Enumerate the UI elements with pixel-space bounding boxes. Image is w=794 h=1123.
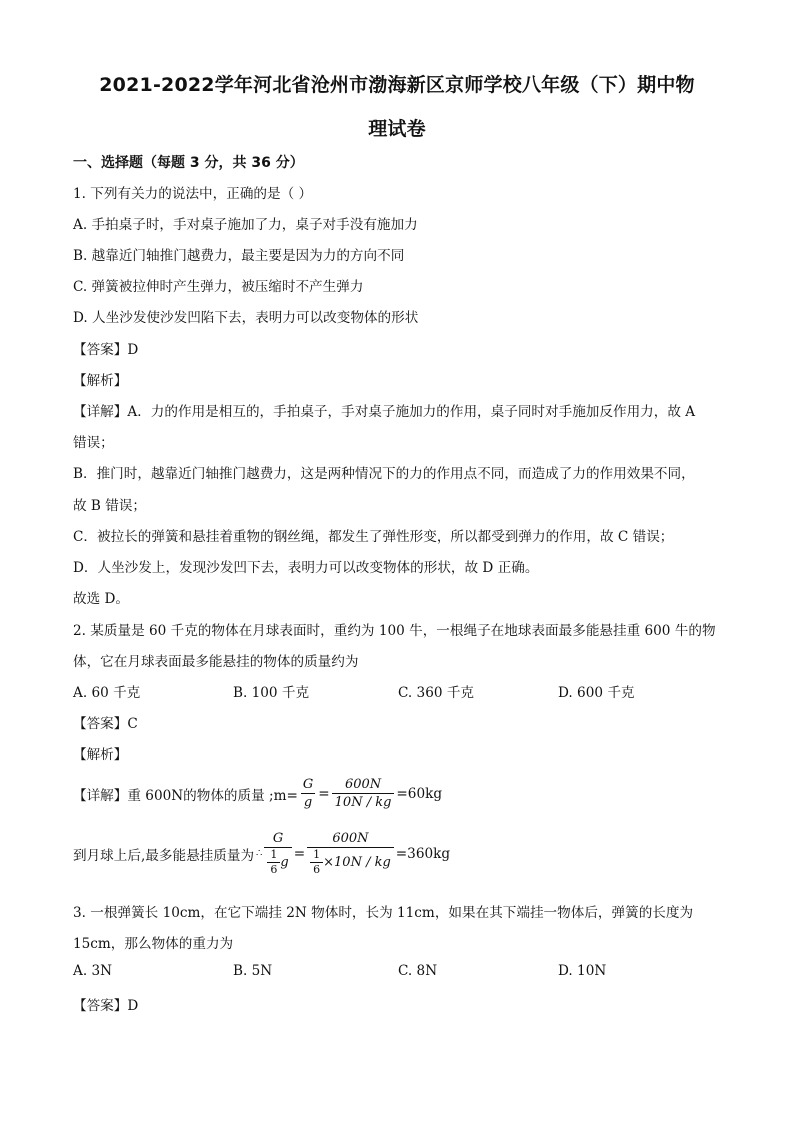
q2-eq1-result: =60kg bbox=[396, 785, 443, 802]
document-title-line2: 理试卷 bbox=[368, 118, 426, 140]
q3-option-d: D. 10N bbox=[558, 963, 607, 979]
q1-conclusion: 故选 D。 bbox=[73, 591, 130, 607]
q1-detail-line5: C．被拉长的弹簧和悬挂着重物的钢丝绳，都发生了弹性形变，所以都受到弹力的作用，故 C 错误； bbox=[73, 529, 674, 545]
q2-stem-line2: 体，它在月球表面最多能悬挂的物体的质量约为 bbox=[73, 654, 359, 670]
q2-eq2-fraction-600n-over-sixth-10nkg: 600N $\frac{1}{6}$ ×10N / kg bbox=[307, 830, 394, 877]
q2-option-c: C. 360 千克 bbox=[398, 685, 475, 701]
q1-detail-line3: B．推门时，越靠近门轴推门越费力，这是两种情况下的力的作用点不同，而造成了力的作用效果不同， bbox=[73, 466, 695, 482]
q2-eq2-fraction-g-over-sixth-g: G $\frac{1}{6}$ g bbox=[264, 830, 291, 877]
q2-analysis-label: 【解析】 bbox=[73, 747, 128, 763]
q2-option-a: A. 60 千克 bbox=[73, 685, 141, 701]
q1-detail-line6: D．人坐沙发上，发现沙发凹下去，表明力可以改变物体的形状，故 D 正确。 bbox=[73, 560, 539, 576]
q1-option-b: B. 越靠近门轴推门越费力，最主要是因为力的方向不同 bbox=[73, 248, 405, 264]
q1-detail-line1: 【详解】A．力的作用是相互的，手拍桌子，手对桌子施加力的作用，桌子同时对手施加反作用力，故 A bbox=[73, 404, 696, 420]
section-heading-choice: 一、选择题（每题 3 分，共 36 分） bbox=[73, 155, 304, 171]
q3-stem-line2: 15cm，那么物体的重力为 bbox=[73, 936, 234, 952]
q3-answer: 【答案】D bbox=[73, 998, 139, 1014]
q3-stem-line1: 3. 一根弹簧长 10cm，在它下端挂 2N 物体时，长为 11cm，如果在其下端挂一物体后，弹簧的长度为 bbox=[73, 905, 694, 921]
q2-option-b: B. 100 千克 bbox=[233, 685, 310, 701]
q2-equation-mass: 【详解】重 600N的物体的质量 ;m= $\frac{G}{g}$ = $\frac{600N}{10N / kg}$ =60kg bbox=[73, 777, 443, 810]
q1-option-d: D. 人坐沙发使沙发凹陷下去，表明力可以改变物体的形状 bbox=[73, 310, 419, 326]
q1-detail-line2: 错误； bbox=[73, 435, 114, 451]
q2-eq1-fraction-g-over-g: $\frac{G}{g}$ bbox=[302, 777, 314, 810]
q2-eq1-fraction-600n-over-10nkg: $\frac{600N}{10N / kg}$ bbox=[332, 776, 395, 811]
q1-analysis-label: 【解析】 bbox=[73, 373, 128, 389]
q2-eq1-lead: 【详解】重 600N的物体的质量 ;m= bbox=[73, 787, 298, 804]
q2-option-d: D. 600 千克 bbox=[558, 685, 635, 701]
q1-stem: 1. 下列有关力的说法中，正确的是（ ） bbox=[73, 186, 313, 202]
q2-stem-line1: 2. 某质量是 60 千克的物体在月球表面时，重约为 100 牛，一根绳子在地球表面最多能悬挂重 600 牛的物 bbox=[73, 623, 716, 639]
q3-option-a: A. 3N bbox=[73, 963, 113, 979]
q1-answer: 【答案】D bbox=[73, 342, 139, 358]
q2-eq2-lead: 到月球上后,最多能悬挂质量为 bbox=[73, 847, 255, 864]
q3-option-c: C. 8N bbox=[398, 963, 438, 979]
q1-detail-line4: 故 B 错误； bbox=[73, 498, 147, 514]
q2-equation-moon-mass: 到月球上后,最多能悬挂质量为 ∴ G $\frac{1}{6}$ g = 600N $\frac{1}{6}$ ×10N / kg =360kg bbox=[73, 831, 451, 876]
q2-answer: 【答案】C bbox=[73, 716, 138, 732]
q1-option-a: A. 手拍桌子时，手对桌子施加了力，桌子对手没有施加力 bbox=[73, 217, 418, 233]
q2-eq2-result: =360kg bbox=[395, 845, 451, 862]
q3-option-b: B. 5N bbox=[233, 963, 273, 979]
document-title-line1: 2021-2022学年河北省沧州市渤海新区京师学校八年级（下）期中物 bbox=[99, 74, 695, 96]
q1-option-c: C. 弹簧被拉伸时产生弹力，被压缩时不产生弹力 bbox=[73, 279, 364, 295]
